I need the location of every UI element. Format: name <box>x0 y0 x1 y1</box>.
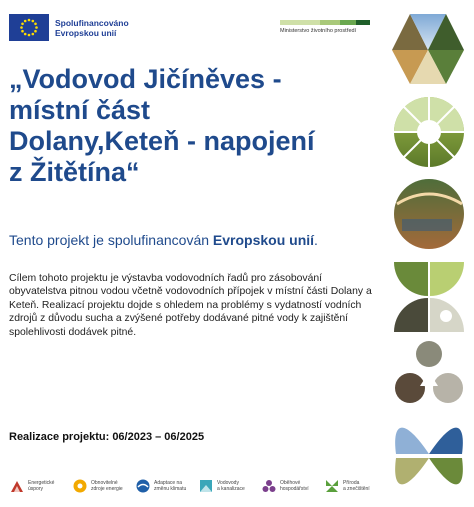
cofinance-bold: Evropskou unií <box>212 232 315 248</box>
nature-photo-collage <box>392 14 468 498</box>
footer-label: Příroda <box>343 480 360 486</box>
butterfly-collage <box>395 428 463 485</box>
footer-label: zdroje energie <box>91 486 123 492</box>
title-line-4: z Žitětína“ <box>9 157 140 187</box>
ministry-logo <box>280 20 370 34</box>
ministry-color-bar <box>280 20 370 25</box>
footer-item-energy <box>9 478 64 494</box>
water-icon <box>198 478 214 494</box>
footer-label: Energetické <box>28 480 55 486</box>
cofinance-prefix: Tento projekt je spolufinancován <box>9 232 213 248</box>
footer-item-climate <box>135 478 190 494</box>
footer-label: Adaptace na <box>154 480 183 486</box>
eu-label-line1: Spolufinancováno <box>55 17 129 28</box>
eu-flag-icon <box>9 14 49 41</box>
sun-circle <box>394 97 464 167</box>
footer-item-renewable <box>72 478 127 494</box>
footer-label: a znečištění <box>343 486 370 492</box>
nature-icon <box>324 478 340 494</box>
realization-period: Realizace projektu: 06/2023 – 06/2025 <box>9 431 205 443</box>
footer-label: Oběhové <box>280 480 301 486</box>
footer-label: hospodářství <box>280 486 309 492</box>
footer-item-nature <box>324 478 379 494</box>
title-line-1: „Vodovod Jičíněves - <box>9 64 282 94</box>
footer-label: změnu klimatu <box>154 486 187 492</box>
title-line-2: místní část <box>9 95 151 125</box>
footer-label: Obnovitelné <box>91 480 118 486</box>
project-title <box>9 64 379 188</box>
quadrant-collage <box>394 262 464 332</box>
footer-item-circular <box>261 478 316 494</box>
footer-label: úspory <box>28 486 44 492</box>
climate-icon <box>135 478 151 494</box>
footer-icons <box>9 478 379 494</box>
recycling-circle <box>395 341 463 403</box>
energy-icon <box>9 478 25 494</box>
triangle-collage <box>392 14 464 84</box>
eu-logo <box>9 14 129 41</box>
circular-icon <box>261 478 277 494</box>
renewable-icon <box>72 478 88 494</box>
eu-label-line2: Evropskou unií <box>55 27 117 38</box>
ministry-name: Ministerstvo životního prostředí <box>280 28 357 34</box>
project-description: Cílem tohoto projektu je výstavba vodovodních řadů pro zásobování obyvatelstva pitnou vodou včetně vodovodních přípojek v místní části Dolany a Keteň. Realizací projektu dojde s ohledem na problémy s vydatností vodních zdrojů z důvodu sucha a zvýšené potřeby dodávané pitné vody k zajištění spolehlivosti dodávek pitné. <box>9 273 372 338</box>
forest-circle <box>394 179 464 249</box>
title-line-3: Dolany,Keteň - napojení <box>9 126 315 156</box>
footer-item-water <box>198 478 253 494</box>
cofinance-statement <box>9 232 379 248</box>
footer-label: Vodovody <box>217 480 239 486</box>
cofinance-suffix: . <box>314 232 318 248</box>
footer-label: a kanalizace <box>217 486 245 492</box>
